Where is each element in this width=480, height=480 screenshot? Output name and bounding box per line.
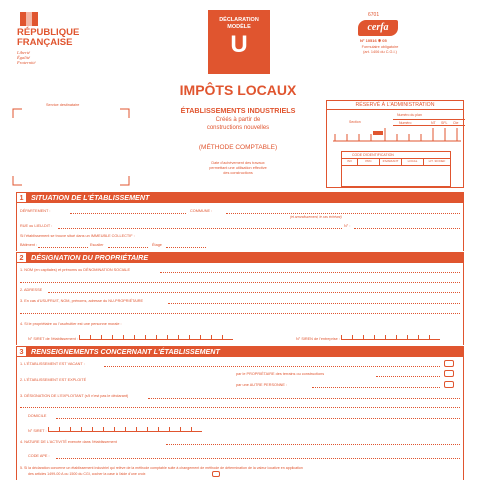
legal-person-label: 4. Si le propriétaire ou l'usufruitier est une personne morale :: [20, 322, 122, 326]
exploited-label: 2. L'ÉTABLISSEMENT EST EXPLOITÉ: [20, 378, 87, 382]
by-other-leader: [312, 387, 440, 388]
codeape-label: CODE APE :: [28, 454, 50, 458]
operator-siret-label: N° SIRET :: [28, 427, 202, 433]
code-col-inv: INV: [342, 159, 358, 165]
method-change-label-2: des articles 1499-00 A ou 1500 du CGI, cocher la case à l'aide d'une croix: [28, 472, 146, 476]
code-col-prc: PRC: [358, 159, 380, 165]
usufruct-field[interactable]: [168, 303, 460, 304]
cerfa-note: Formulaire obligatoire (art. 1406 du C.G.I.): [361, 45, 399, 54]
created-text: Créés à partir de constructions nouvelles: [206, 117, 270, 131]
activity-label: 4. NATURE DE L'ACTIVITÉ exercée dans l'établissement: [20, 440, 117, 444]
arrondissement-note: (et arrondissement, le cas échéant): [290, 215, 342, 219]
operator-label: 3. DÉSIGNATION DE L'EXPLOITANT (s'il n'est pas le déclarant): [20, 394, 129, 398]
departement-field[interactable]: [70, 213, 186, 214]
domicile-field[interactable]: [56, 418, 460, 419]
model-line1: DÉCLARATION: [219, 17, 259, 23]
section2-header: [16, 252, 464, 263]
plan-label: Numéro du plan: [397, 113, 422, 117]
method-change-checkbox[interactable]: [212, 471, 220, 477]
usufruct-field-2[interactable]: [20, 313, 460, 314]
by-other-label: par une AUTRE PERSONNE :: [236, 383, 288, 387]
page-subtitle: ÉTABLISSEMENTS INDUSTRIELS: [180, 106, 296, 115]
etage-field[interactable]: [166, 247, 206, 248]
operator-field-2[interactable]: [20, 407, 460, 408]
section1-header: [16, 192, 464, 203]
marianne-logo-icon: [20, 12, 38, 26]
activity-field[interactable]: [166, 444, 460, 445]
form-number: 6701: [368, 12, 380, 18]
section3-title: RENSEIGNEMENTS CONCERNANT L'ÉTABLISSEMENT: [31, 347, 220, 356]
republic-title: RÉPUBLIQUE FRANÇAISE: [17, 27, 80, 48]
operator-siret-cells[interactable]: [48, 427, 202, 433]
service-box[interactable]: [12, 108, 130, 186]
owner-siren-label: N° SIREN de l'entreprise :: [296, 335, 440, 341]
numero-label: N° :: [344, 224, 351, 228]
model-badge: [208, 10, 270, 74]
vacant-checkbox[interactable]: [444, 360, 454, 367]
numero-label: Numéro: [399, 121, 412, 125]
by-owner-checkbox[interactable]: [444, 370, 454, 377]
departement-label: DÉPARTEMENT :: [20, 209, 51, 213]
owner-siren-cells[interactable]: [341, 335, 440, 341]
section-label: Section: [349, 120, 361, 124]
code-box: [341, 151, 451, 187]
section1-title: SITUATION DE L'ÉTABLISSEMENT: [31, 193, 150, 202]
vacant-label: 1. L'ÉTABLISSEMENT EST VACANT :: [20, 362, 85, 366]
rue-field[interactable]: [58, 228, 342, 229]
usufruct-label: 3. En cas d'USUFRUIT, NOM, prénoms, adresse du NU-PROPRIÉTAIRE: [20, 299, 144, 303]
code-col-lit: LIT. 30 IDEF: [428, 159, 446, 163]
cerfa-number: N° 10516 ✱ 05: [360, 38, 387, 43]
section2-title: DÉSIGNATION DU PROPRIÉTAIRE: [31, 253, 149, 262]
immeuble-label: Si l'établissement se trouve situé dans un IMMEUBLE COLLECTIF :: [20, 234, 135, 238]
service-label: Service destinataire: [46, 103, 80, 107]
sfl-label: SFL: [441, 121, 448, 125]
owner-address-field[interactable]: [48, 292, 460, 293]
operator-field[interactable]: [148, 398, 460, 399]
owner-name-field-2[interactable]: [20, 282, 460, 283]
by-owner-leader: [376, 376, 440, 377]
section3-number: 3: [16, 346, 27, 357]
owner-name-label: 1. NOM (en capitales) et prénoms ou DÉNOMINATION SOCIALE: [20, 268, 131, 272]
model-line2: MODÈLE: [227, 24, 251, 30]
code-title: CODE D'IDENTIFICATION: [342, 152, 450, 159]
by-other-checkbox[interactable]: [444, 381, 454, 388]
codeape-field[interactable]: [56, 458, 460, 459]
section1-number: 1: [16, 192, 27, 203]
republic-motto: Liberté Égalité Fraternité: [17, 50, 36, 65]
date-text: Date d'achèvement des travaux permettant une utilisation effective des constructions: [209, 161, 267, 175]
section2-frame: [16, 263, 464, 345]
cerfa-logo: cerfa: [358, 20, 398, 36]
etage-label: Étage: [152, 243, 162, 247]
model-letter: U: [230, 31, 248, 58]
owner-name-field[interactable]: [160, 272, 460, 273]
page-title: IMPÔTS LOCAUX: [179, 82, 297, 98]
section2-number: 2: [16, 252, 27, 263]
owner-siret-cells[interactable]: [79, 335, 233, 341]
code-col-local: LOCAL: [402, 159, 424, 165]
escalier-field[interactable]: [108, 247, 148, 248]
section3-header: [16, 346, 464, 357]
batiment-field[interactable]: [38, 247, 88, 248]
escalier-label: Escalier: [90, 243, 104, 247]
method-change-label: 5. Si la déclaration concerne un établissement industriel qui relève de la méthode comptable suite à changement de méthode de détermination de la valeur locative en application: [20, 466, 303, 470]
commune-label: COMMUNE :: [190, 209, 213, 213]
vacant-leader: [104, 366, 440, 367]
owner-address-label: 2. ADRESSE: [20, 288, 43, 292]
numero-field[interactable]: [354, 228, 460, 229]
commune-field[interactable]: [226, 213, 460, 214]
section1-frame: [16, 203, 464, 251]
domicile-label: DOMICILE: [28, 414, 47, 418]
method-text: (MÉTHODE COMPTABLE): [198, 144, 278, 151]
code-col-invariant: INVARIANT: [380, 159, 402, 165]
owner-siret-label: N° SIRET de l'établissement :: [28, 335, 233, 341]
rue-label: RUE ou LIEU-DIT :: [20, 224, 53, 228]
batiment-label: Bâtiment :: [20, 243, 38, 247]
admin-box: [326, 100, 464, 188]
admin-title: RÉSERVÉ À L'ADMINISTRATION: [327, 101, 463, 110]
cte-label: Cte: [453, 121, 459, 125]
by-owner-label: par le PROPRIÉTAIRE des terrains ou constructions: [236, 372, 325, 376]
nt-label: NT: [431, 121, 436, 125]
